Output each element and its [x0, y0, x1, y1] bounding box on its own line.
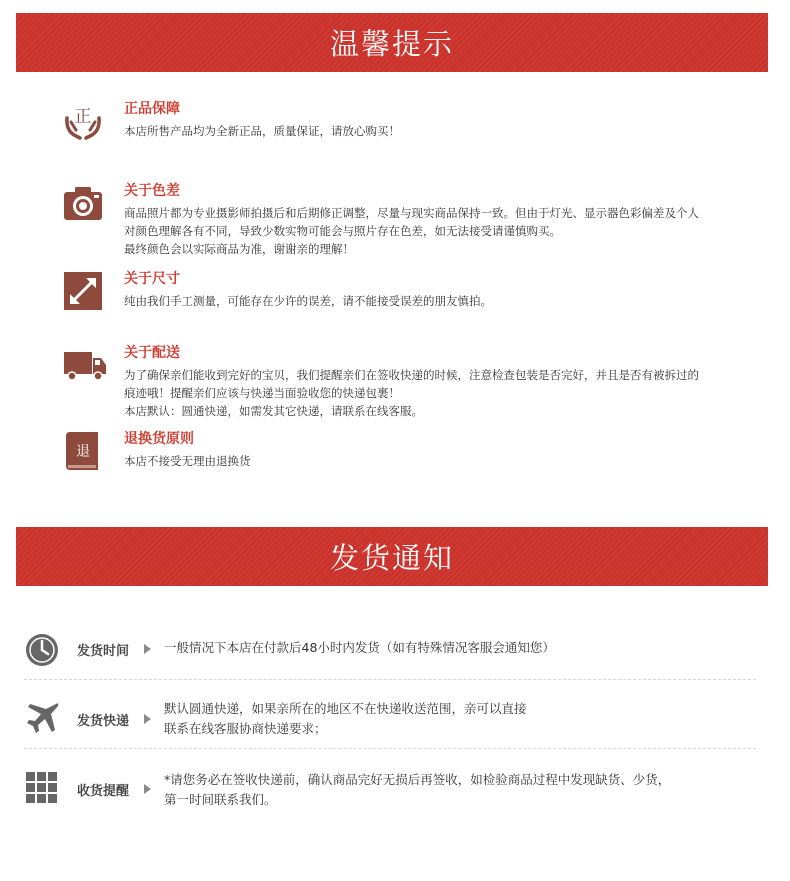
tip-title: 正品保障	[124, 101, 180, 117]
tip-line: 本店不接受无理由退换货	[124, 454, 251, 468]
tips-banner-title: 温馨提示	[329, 27, 454, 61]
resize-arrow-icon	[62, 270, 104, 312]
tip-delivery	[62, 344, 762, 420]
divider	[24, 748, 756, 749]
tip-title: 关于配送	[124, 345, 180, 361]
ship-label: 收货提醒	[77, 784, 130, 799]
ship-banner-title: 发货通知	[329, 541, 454, 575]
svg-text:退: 退	[76, 444, 90, 460]
tip-line: 痕迹哦！提醒亲们应该与快递当面验收您的快递包裹！	[124, 386, 400, 400]
ship-line: 联系在线客服协商快递要求；	[164, 721, 327, 736]
tip-return	[62, 430, 762, 472]
tip-title: 退换货原则	[124, 431, 194, 447]
ship-banner	[16, 527, 768, 586]
tip-line: 对颜色理解各有不同，导致少数实物可能会与照片存在色差，如无法接受请谨慎购买。	[124, 224, 561, 238]
tip-line: 为了确保亲们能收到完好的宝贝，我们提醒亲们在签收快递的时候，注意检查包装是否完好，并且是否有被拆过的	[124, 368, 699, 382]
chevron-right-icon	[144, 784, 151, 794]
tip-size	[62, 270, 762, 312]
divider	[24, 679, 756, 680]
clock-icon	[24, 632, 60, 668]
tip-color	[62, 182, 762, 258]
tip-title: 关于尺寸	[124, 271, 180, 287]
tip-genuine	[62, 100, 762, 142]
ship-line: 一般情况下本店在付款后48小时内发货（如有特殊情况客服会通知您）	[164, 640, 555, 655]
camera-icon	[62, 182, 104, 224]
ship-text	[164, 770, 670, 810]
delivery-truck-icon	[62, 344, 108, 386]
ship-row-receipt	[24, 766, 760, 810]
tip-line: 本店默认：圆通快递，如需发其它快递，请联系在线客服。	[124, 404, 423, 418]
ship-row-courier	[24, 696, 760, 740]
tips-banner	[16, 13, 768, 72]
svg-text:正: 正	[74, 107, 92, 127]
ship-line: 第一时间联系我们。	[164, 792, 277, 807]
ship-line: 默认圆通快递，如果亲所在的地区不在快递收送范围，亲可以直接	[164, 701, 527, 716]
tip-line: 商品照片都为专业摄影师拍摄后和后期修正调整，尽量与现实商品保持一致。但由于灯光、显示器色彩偏差及个人	[124, 206, 699, 220]
ship-line: *请您务必在签收快递前，确认商品完好无损后再签收，如检验商品过程中发现缺货、少货，	[164, 772, 671, 787]
tip-line: 纯由我们手工测量，可能存在少许的误差，请不能接受误差的朋友慎拍。	[124, 294, 492, 308]
tip-title: 关于色差	[124, 183, 180, 199]
ship-label: 发货时间	[77, 644, 130, 659]
ship-label: 发货快递	[77, 714, 130, 729]
ship-text	[164, 638, 555, 658]
genuine-hands-icon	[62, 100, 104, 142]
return-book-icon	[62, 430, 104, 472]
chevron-right-icon	[144, 644, 151, 654]
chevron-right-icon	[144, 714, 151, 724]
tip-line: 本店所售产品均为全新正品，质量保证，请放心购买！	[124, 124, 400, 138]
ship-row-time	[24, 630, 760, 670]
tip-line: 最终颜色会以实际商品为准，谢谢亲的理解！	[124, 242, 354, 256]
grid-icon	[24, 770, 60, 806]
ship-text	[164, 699, 527, 739]
airplane-icon	[24, 700, 60, 736]
